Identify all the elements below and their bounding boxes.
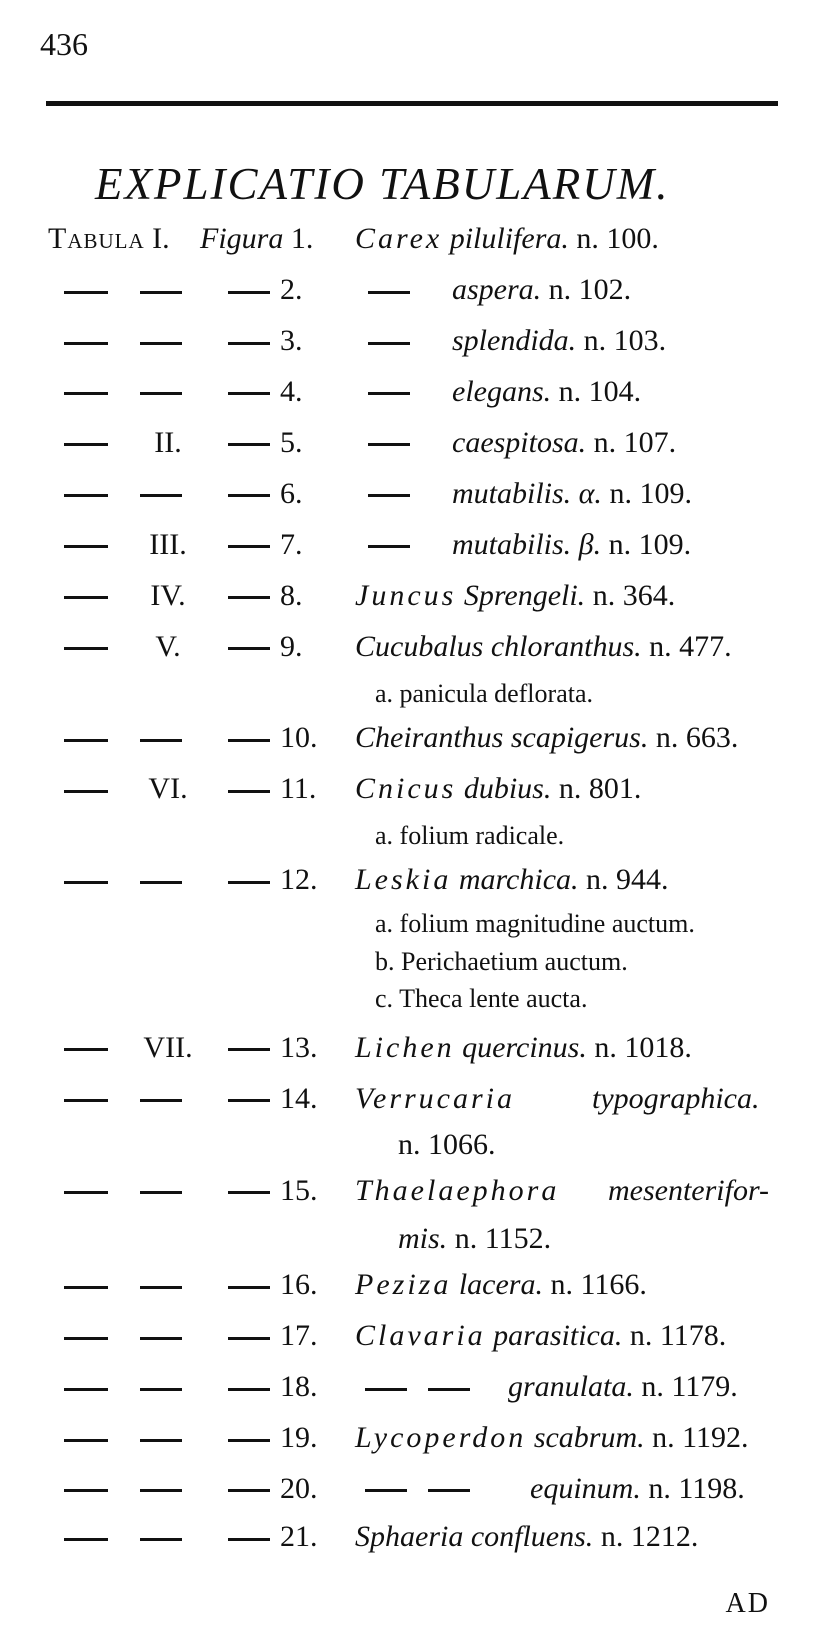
genus-name: Leskia (355, 863, 452, 897)
ditto-dash (64, 443, 108, 446)
table-row (0, 528, 830, 582)
reference-number: n. 1192. (652, 1420, 749, 1454)
reference-number: n. 1066. (398, 1127, 496, 1161)
tabula-number: I. (152, 222, 170, 255)
ditto-dash (140, 739, 182, 742)
ditto-dash (368, 342, 410, 345)
page-number: 436 (40, 26, 88, 62)
ditto-dash (228, 881, 270, 884)
species-name: lacera. (458, 1268, 543, 1302)
table-row (0, 1421, 830, 1475)
ditto-dash (64, 1538, 108, 1541)
ditto-dash (228, 545, 270, 548)
table-row (0, 477, 830, 531)
reference-number: n. 109. (609, 476, 692, 510)
reference-number: n. 104. (558, 374, 642, 408)
ditto-dash (64, 790, 108, 793)
ditto-dash (228, 790, 270, 793)
table-row (0, 1319, 830, 1373)
ditto-dash (428, 1388, 470, 1391)
reference-number: n. 1198. (648, 1471, 745, 1505)
ditto-dash (140, 1099, 182, 1102)
table-row (0, 1031, 830, 1085)
ditto-dash (368, 494, 410, 497)
ditto-dash (64, 739, 108, 742)
reference-number: n. 477. (649, 629, 732, 663)
ditto-dash (140, 1286, 182, 1289)
species-name: splendida. (452, 323, 577, 357)
figure-detail: a. folium magnitudine auctum. (375, 909, 695, 939)
species-name: Sprengeli. (463, 578, 586, 612)
genus-name: Cnicus (355, 771, 457, 805)
ditto-dash (228, 647, 270, 650)
figure-number: 20. (280, 1471, 318, 1505)
table-row (0, 579, 830, 633)
ditto-dash (228, 342, 270, 345)
ditto-dash (140, 881, 182, 884)
ditto-dash (228, 1388, 270, 1391)
figure-number: 14. (280, 1081, 318, 1115)
ditto-dash (228, 1191, 270, 1194)
figure-number: 21. (280, 1519, 318, 1553)
reference-number: n. 801. (558, 771, 642, 805)
ditto-dash (64, 647, 108, 650)
ditto-dash (140, 1538, 182, 1541)
figure-number: 12. (280, 863, 318, 897)
figura-label: Figura (200, 222, 284, 255)
ditto-dash (368, 291, 410, 294)
species-name: mutabilis. α. (452, 476, 602, 510)
ditto-dash (140, 1439, 182, 1442)
table-row (0, 375, 830, 429)
species-name: caespitosa. (452, 425, 587, 459)
ditto-dash (228, 1048, 270, 1051)
ditto-dash (64, 1191, 108, 1194)
reference-number: n. 1178. (629, 1318, 727, 1352)
species-name: marchica. (458, 863, 579, 897)
ditto-dash (140, 291, 182, 294)
genus-name: Carex (355, 222, 443, 255)
species-name: Cucubalus chloranthus. (355, 629, 642, 663)
figure-number: 7. (280, 527, 303, 561)
reference-number: n. 1152. (454, 1221, 552, 1255)
figure-number: 16. (280, 1268, 318, 1302)
tabula-number: V. (155, 629, 181, 663)
reference-number: n. 663. (655, 720, 739, 754)
figure-number: 1. (290, 222, 314, 255)
figure-number: 3. (280, 323, 303, 357)
table-row (0, 721, 830, 775)
figure-number: 6. (280, 476, 303, 510)
figure-number: 2. (280, 272, 303, 306)
reference-number: n. 102. (548, 272, 632, 306)
ditto-dash (64, 494, 108, 497)
table-row (0, 1268, 830, 1322)
figure-number: 4. (280, 374, 303, 408)
species-name: granulata. (508, 1369, 634, 1403)
ditto-dash (368, 443, 410, 446)
tabula-number: II. (154, 425, 182, 459)
ditto-dash (228, 392, 270, 395)
ditto-dash (228, 443, 270, 446)
reference-number: n. 1179. (641, 1369, 738, 1403)
reference-number: n. 364. (592, 578, 676, 612)
ditto-dash (140, 392, 182, 395)
figure-number: 11. (280, 771, 317, 805)
ditto-dash (140, 494, 182, 497)
figure-detail: b. Perichaetium auctum. (375, 946, 628, 976)
ditto-dash (228, 596, 270, 599)
ditto-dash (140, 1191, 182, 1194)
ditto-dash (368, 545, 410, 548)
ditto-dash (228, 1099, 270, 1102)
figure-number: 18. (280, 1369, 318, 1403)
figure-detail: a. folium radicale. (375, 820, 565, 850)
reference-number: n. 944. (586, 863, 669, 897)
figure-number: 13. (280, 1030, 318, 1064)
genus-name: Peziza (355, 1268, 452, 1302)
species-name: equinum. (530, 1471, 641, 1505)
species-name: quercinus. (462, 1030, 587, 1064)
catchword: AD (725, 1588, 770, 1619)
ditto-dash (365, 1489, 407, 1492)
ditto-dash (140, 342, 182, 345)
table-row (0, 1472, 830, 1526)
reference-number: n. 1166. (550, 1268, 647, 1302)
reference-number: n. 107. (593, 425, 677, 459)
species-name: elegans. (452, 374, 552, 408)
species-name: mis. (398, 1221, 448, 1255)
ditto-dash (140, 1489, 182, 1492)
ditto-dash (64, 1439, 108, 1442)
figure-number: 15. (280, 1173, 318, 1207)
species-name: scabrum. (533, 1420, 645, 1454)
ditto-dash (64, 1099, 108, 1102)
ditto-dash (64, 881, 108, 884)
figure-number: 5. (280, 425, 303, 459)
ditto-dash (228, 494, 270, 497)
figure-number: 10. (280, 720, 318, 754)
table-row (0, 324, 830, 378)
ditto-dash (140, 1388, 182, 1391)
table-row (0, 222, 830, 276)
ditto-dash (64, 545, 108, 548)
table-row (0, 426, 830, 480)
table-row (0, 630, 830, 684)
table-row (0, 772, 830, 826)
genus-name: Clavaria (355, 1318, 486, 1352)
figure-detail: a. panicula deflorata. (375, 678, 593, 708)
page-title: EXPLICATIO TABULARUM. (95, 159, 670, 209)
species-name: Sphaeria confluens. (355, 1519, 594, 1553)
reference-number: n. 109. (608, 527, 692, 561)
table-row (0, 1174, 830, 1228)
ditto-dash (64, 392, 108, 395)
ditto-dash (64, 1489, 108, 1492)
tabula-number: III. (149, 527, 187, 561)
ditto-dash (228, 291, 270, 294)
tabula-label: Tabula (48, 222, 145, 255)
genus-name: Lycoperdon (355, 1420, 527, 1454)
ditto-dash (64, 596, 108, 599)
genus-name: Lichen (355, 1030, 455, 1064)
reference-number: n. 1018. (594, 1030, 692, 1064)
reference-number: n. 100. (576, 222, 659, 255)
species-name: mesenterifor- (608, 1173, 770, 1207)
tabula-number: VII. (143, 1030, 193, 1064)
ditto-dash (228, 1489, 270, 1492)
ditto-dash (228, 1439, 270, 1442)
genus-name: Verrucaria (355, 1081, 515, 1115)
ditto-dash (365, 1388, 407, 1391)
species-name: Cheiranthus scapigerus. (355, 720, 649, 754)
figure-number: 9. (280, 629, 303, 663)
header-rule (46, 101, 778, 106)
ditto-dash (140, 1337, 182, 1340)
ditto-dash (64, 1337, 108, 1340)
ditto-dash (368, 392, 410, 395)
ditto-dash (64, 342, 108, 345)
figure-detail: c. Theca lente aucta. (375, 984, 588, 1014)
ditto-dash (228, 739, 270, 742)
ditto-dash (64, 1048, 108, 1051)
genus-name: Juncus (355, 578, 457, 612)
table-row (0, 1370, 830, 1424)
ditto-dash (64, 1388, 108, 1391)
species-name: mutabilis. β. (452, 527, 602, 561)
figure-number: 19. (280, 1420, 318, 1454)
reference-number: n. 1212. (600, 1519, 699, 1553)
figure-number: 8. (280, 578, 303, 612)
table-row (0, 1520, 830, 1570)
species-name: dubius. (463, 771, 552, 805)
tabula-number: VI. (148, 771, 188, 805)
table-row (0, 273, 830, 327)
tabula-number: IV. (150, 578, 186, 612)
ditto-dash (228, 1286, 270, 1289)
reference-number: n. 103. (583, 323, 667, 357)
ditto-dash (428, 1489, 470, 1492)
ditto-dash (64, 1286, 108, 1289)
ditto-dash (64, 291, 108, 294)
species-name: aspera. (452, 272, 542, 306)
figure-number: 17. (280, 1318, 318, 1352)
ditto-dash (228, 1337, 270, 1340)
species-name: parasitica. (493, 1318, 623, 1352)
genus-name: Thaelaephora (355, 1173, 560, 1207)
ditto-dash (228, 1538, 270, 1541)
species-name: pilulifera. (449, 222, 569, 255)
species-name: typographica. (592, 1081, 760, 1115)
